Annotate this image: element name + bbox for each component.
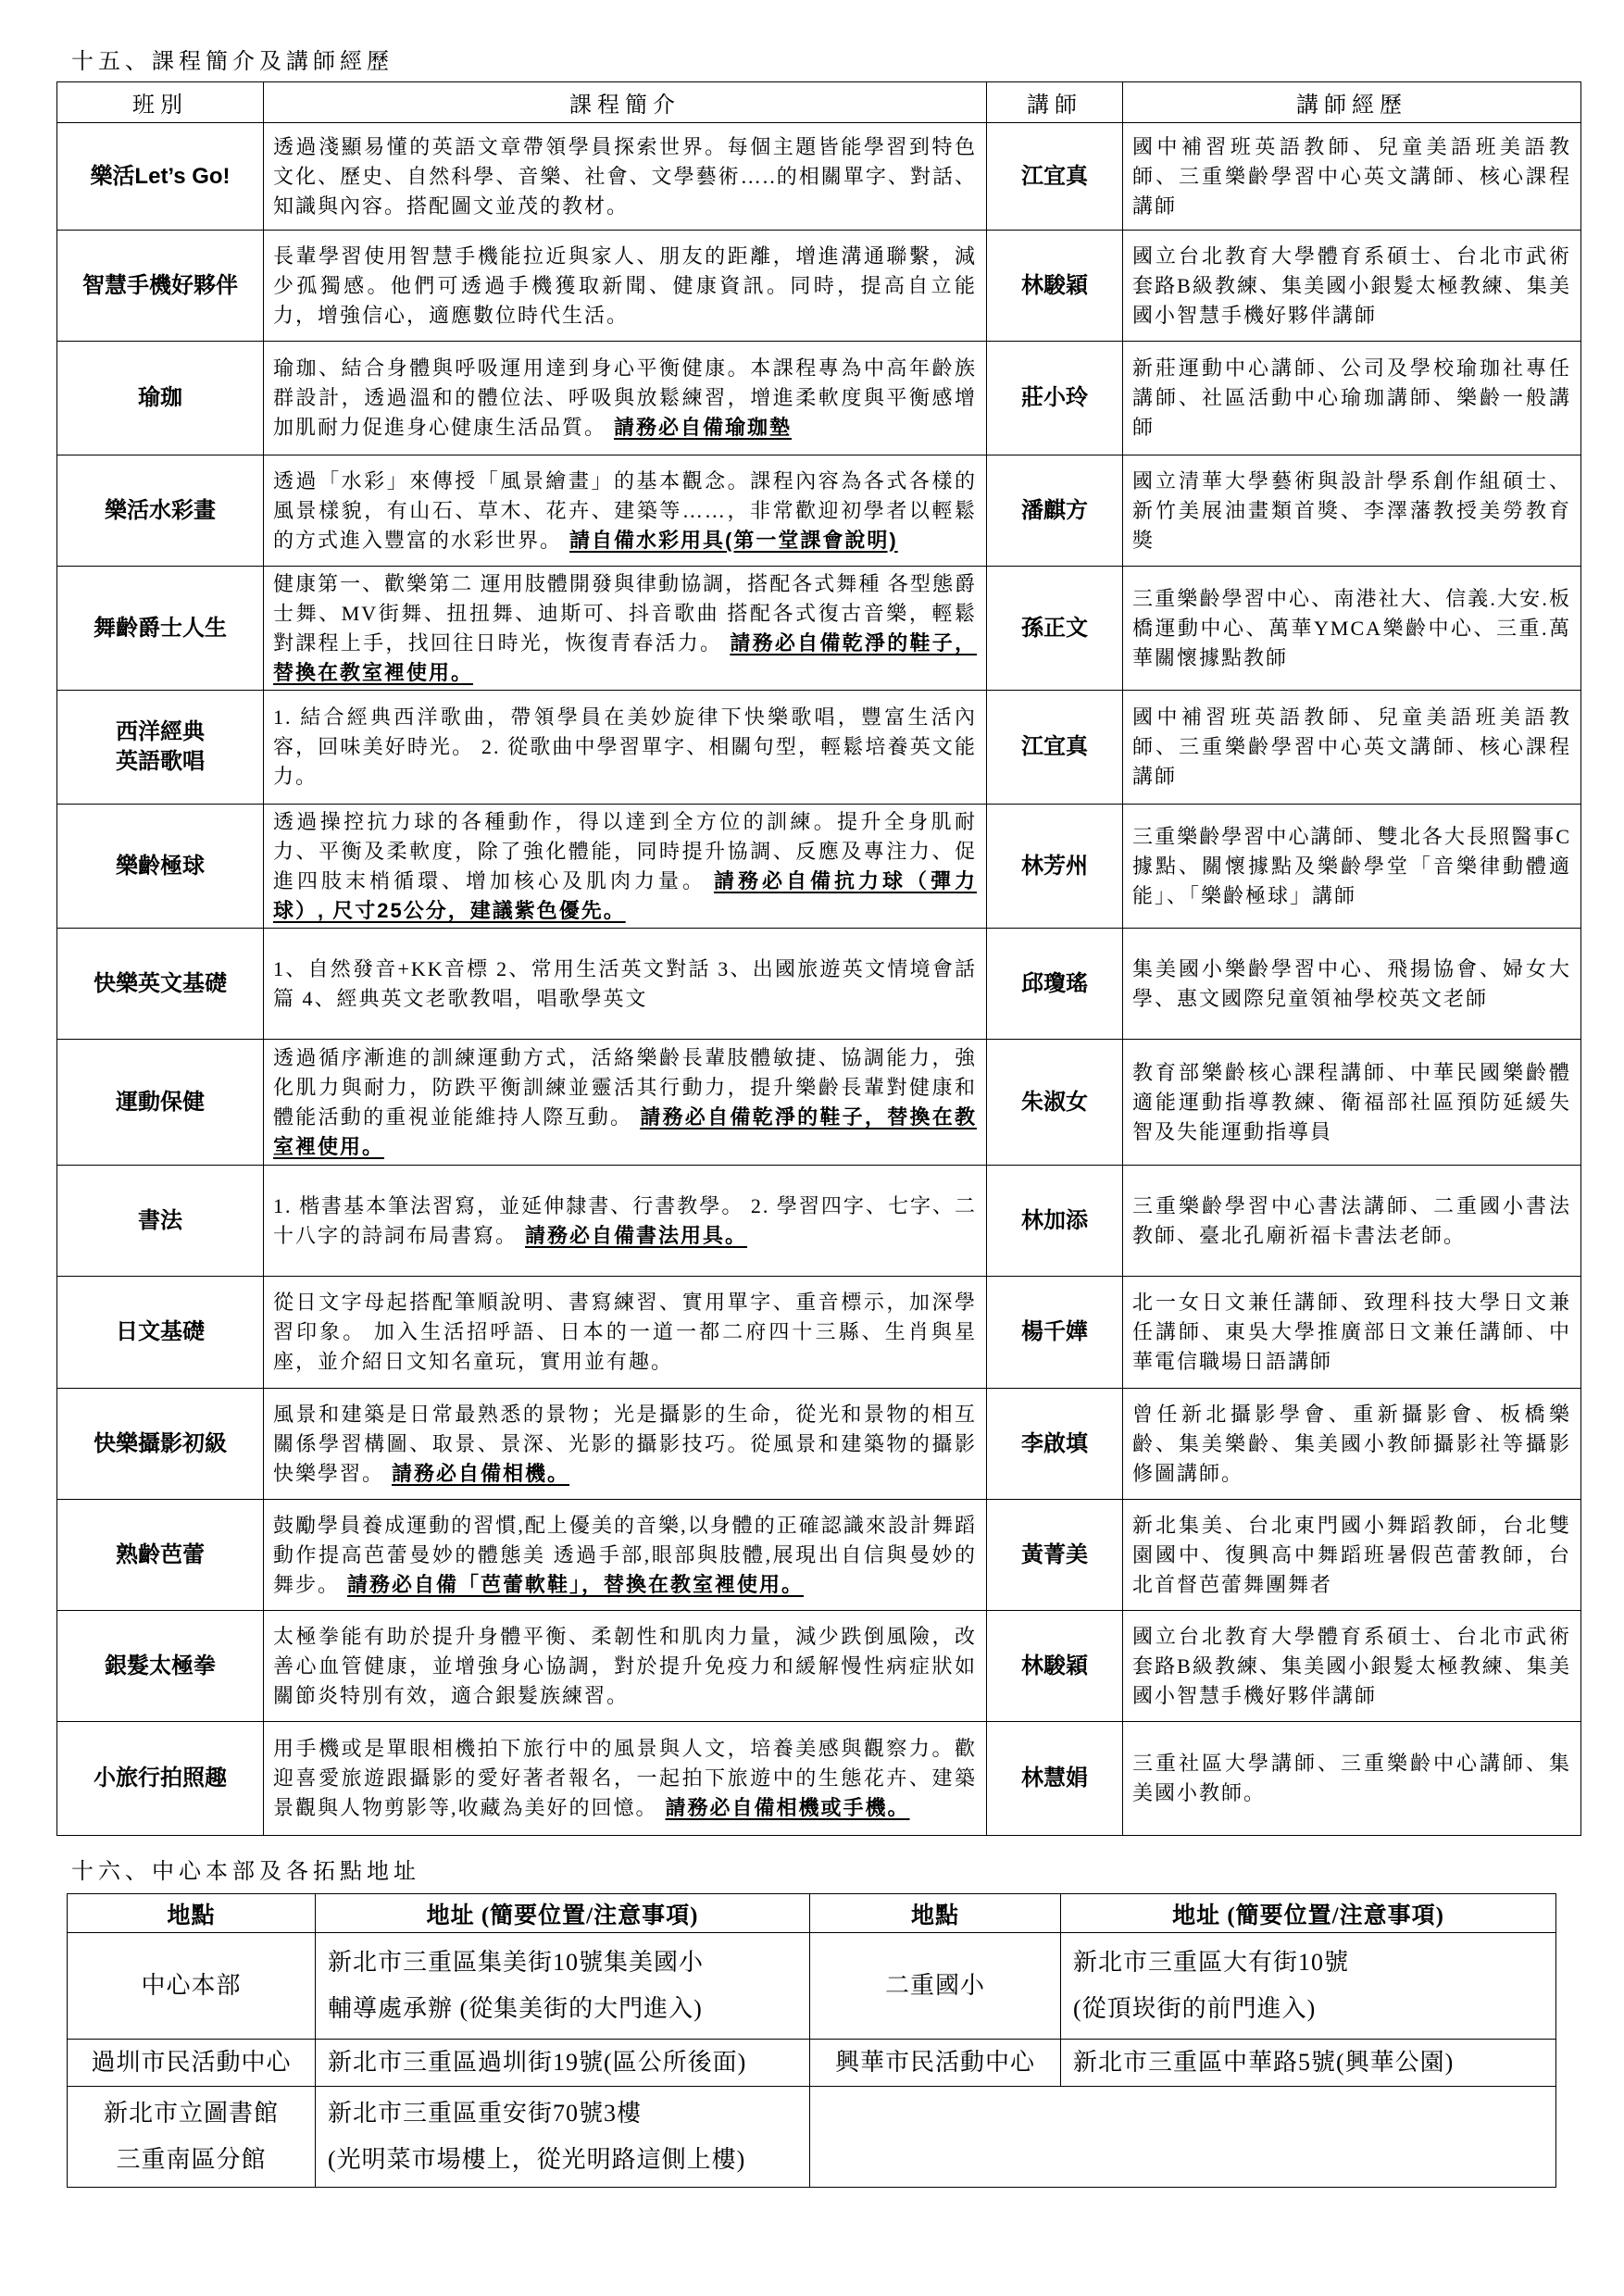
course-class-name: 智慧手機好夥伴 [57, 231, 264, 342]
site-row [68, 2040, 1556, 2087]
course-row [57, 123, 1581, 231]
site-address: 新北市三重區過圳街19號(區公所後面) [316, 2040, 810, 2087]
required-items-note: 請務必自備「芭蕾軟鞋」，替換在教室裡使用。 [347, 1572, 805, 1596]
course-class-name: 瑜珈 [57, 342, 264, 455]
teacher-name: 黃菁美 [987, 1500, 1123, 1611]
teacher-experience: 北一女日文兼任講師、致理科技大學日文兼任講師、東吳大學推廣部日文兼任講師、中華電信職場日語講師 [1123, 1277, 1581, 1389]
empty-cell [810, 2087, 1556, 2188]
header-address: 地址 (簡要位置/注意事項) [316, 1894, 810, 1933]
teacher-experience: 國立清華大學藝術與設計學系創作組碩士、新竹美展油畫類首獎、李澤藩教授美勞教育獎 [1123, 455, 1581, 567]
teacher-name: 江宜真 [987, 691, 1123, 805]
course-row [57, 805, 1581, 929]
teacher-experience: 新北集美、台北東門國小舞蹈教師，台北雙園國中、復興高中舞蹈班暑假芭蕾教師，台北首督芭蕾舞團舞者 [1123, 1500, 1581, 1611]
teacher-name: 邱瓊瑤 [987, 929, 1123, 1040]
course-description-text: 透過「水彩」來傳授「風景繪畫」的基本觀念。課程內容為各式各樣的風景樣貌，有山石、草木、花卉、建築等……，非常歡迎初學者以輕鬆的方式進入豐富的水彩世界。 [273, 468, 977, 552]
teacher-experience: 國中補習班英語教師、兒童美語班美語教師、三重樂齡學習中心英文講師、核心課程講師 [1123, 123, 1581, 231]
site-name: 過圳市民活動中心 [68, 2040, 316, 2087]
teacher-name: 林駿穎 [987, 231, 1123, 342]
course-row [57, 691, 1581, 805]
required-items-note: 請務必自備乾淨的鞋子，替換在教室裡使用。 [273, 630, 977, 684]
course-description [264, 1277, 987, 1389]
course-description [264, 1166, 987, 1277]
teacher-name: 林加添 [987, 1166, 1123, 1277]
course-description [264, 342, 987, 455]
course-description [264, 1722, 987, 1836]
course-description-text: 瑜珈、結合身體與呼吸運用達到身心平衡健康。本課程專為中高年齡族群設計，透過溫和的體位法、呼吸與放鬆練習，增進柔軟度與平衡感增加肌耐力促進身心健康生活品質。 [273, 356, 977, 439]
site-name: 新北市立圖書館 三重南區分館 [68, 2087, 316, 2188]
section-title-addresses: 十六、中心本部及各拓點地址 [71, 1860, 420, 1884]
required-items-note: 請務必自備相機或手機。 [665, 1796, 910, 1819]
course-row [57, 1500, 1581, 1611]
course-class-name: 熟齡芭蕾 [57, 1500, 264, 1611]
course-row [57, 1389, 1581, 1500]
header-teacher: 講師 [987, 82, 1123, 123]
course-row [57, 1166, 1581, 1277]
course-description [264, 123, 987, 231]
header-location: 地點 [68, 1894, 316, 1933]
course-row [57, 567, 1581, 691]
course-description-text: 透過淺顯易懂的英語文章帶領學員探索世界。每個主題皆能學習到特色文化、歷史、自然科學、音樂、社會、文學藝術…..的相關單字、對話、知識與內容。搭配圖文並茂的教材。 [273, 134, 977, 218]
course-description [264, 231, 987, 342]
site-name: 興華市民活動中心 [810, 2040, 1061, 2087]
course-description-text: 從日文字母起搭配筆順說明、書寫練習、實用單字、重音標示，加深學習印象。 加入生活招呼語、日本的一道一都二府四十三縣、生肖與星座，並介紹日文知名童玩，實用並有趣。 [273, 1291, 977, 1373]
site-row [68, 1933, 1556, 2040]
course-description [264, 1389, 987, 1500]
teacher-experience: 國立台北教育大學體育系碩士、台北市武術套路B級教練、集美國小銀髮太極教練、集美國小智慧手機好夥伴講師 [1123, 1611, 1581, 1722]
course-class-name: 樂齡極球 [57, 805, 264, 929]
course-table-header [57, 82, 1581, 123]
teacher-name: 李啟填 [987, 1389, 1123, 1500]
teacher-name: 朱淑女 [987, 1040, 1123, 1166]
course-class-name: 日文基礎 [57, 1277, 264, 1389]
teacher-experience: 三重樂齡學習中心講師、雙北各大長照醫事C據點、關懷據點及樂齡學堂「音樂律動體適能」、「樂齡極球」講師 [1123, 805, 1581, 929]
course-description [264, 929, 987, 1040]
course-description [264, 455, 987, 567]
course-row [57, 1722, 1581, 1836]
course-class-name: 快樂攝影初級 [57, 1389, 264, 1500]
course-description [264, 1500, 987, 1611]
header-class: 班別 [57, 82, 264, 123]
course-table [56, 81, 1581, 1836]
site-name: 中心本部 [68, 1933, 316, 2040]
teacher-name: 楊千嬅 [987, 1277, 1123, 1389]
teacher-name: 潘麒方 [987, 455, 1123, 567]
course-description-text: 健康第一、歡樂第二 運用肢體開發與律動協調，搭配各式舞種 各型態爵士舞、MV街舞、扭扭舞、迪斯可、抖音歌曲 搭配各式復古音樂，輕鬆對課程上手，找回往日時光，恢復青春活力。 [273, 571, 977, 655]
header-address: 地址 (簡要位置/注意事項) [1061, 1894, 1556, 1933]
course-description [264, 1611, 987, 1722]
section-title-courses: 十五、課程簡介及講師經歷 [71, 50, 394, 74]
site-address-table [67, 1893, 1556, 2188]
teacher-name: 林駿穎 [987, 1611, 1123, 1722]
required-items-note: 請自備水彩用具(第一堂課會說明) [569, 528, 898, 552]
teacher-experience: 曾任新北攝影學會、重新攝影會、板橋樂齡、集美樂齡、集美國小教師攝影社等攝影修圖講師。 [1123, 1389, 1581, 1500]
course-class-name: 書法 [57, 1166, 264, 1277]
required-items-note: 請務必自備抗力球（彈力球）, 尺寸25公分，建議紫色優先。 [273, 868, 977, 922]
course-rows [57, 123, 1581, 1836]
site-table-header [68, 1894, 1556, 1933]
course-description-text: 鼓勵學員養成運動的習慣,配上優美的音樂,以身體的正確認識來設計舞蹈動作提高芭蕾曼妙的體態美 透過手部,眼部與肢體,展現出自信與曼妙的舞步。 [273, 1513, 977, 1596]
site-address: 新北市三重區中華路5號(興華公園) [1061, 2040, 1556, 2087]
header-location: 地點 [810, 1894, 1061, 1933]
course-class-name: 小旅行拍照趣 [57, 1722, 264, 1836]
course-description-text: 用手機或是單眼相機拍下旅行中的風景與人文，培養美感與觀察力。歡迎喜愛旅遊跟攝影的愛好著者報名，一起拍下旅遊中的生態花卉、建築景觀與人物剪影等,收藏為美好的回憶。 [273, 1737, 977, 1819]
teacher-name: 林慧娟 [987, 1722, 1123, 1836]
course-description-text: 風景和建築是日常最熟悉的景物；光是攝影的生命，從光和景物的相互關係學習構圖、取景、景深、光影的攝影技巧。從風景和建築物的攝影快樂學習。 [273, 1402, 977, 1485]
teacher-experience: 集美國小樂齡學習中心、飛揚協會、婦女大學、惠文國際兒童領袖學校英文老師 [1123, 929, 1581, 1040]
site-address: 新北市三重區大有街10號 (從頂崁街的前門進入) [1061, 1933, 1556, 2040]
teacher-experience: 教育部樂齡核心課程講師、中華民國樂齡體適能運動指導教練、衛福部社區預防延緩失智及失能運動指導員 [1123, 1040, 1581, 1166]
teacher-name: 孫正文 [987, 567, 1123, 691]
course-description-text: 1、自然發音+KK音標 2、常用生活英文對話 3、出國旅遊英文情境會話篇 4、經典英文老歌教唱，唱歌學英文 [273, 956, 977, 1010]
site-address: 新北市三重區集美街10號集美國小 輔導處承辦 (從集美街的大門進入) [316, 1933, 810, 2040]
required-items-note: 請務必自備相機。 [392, 1461, 570, 1485]
teacher-experience: 三重樂齡學習中心書法講師、二重國小書法教師、臺北孔廟祈福卡書法老師。 [1123, 1166, 1581, 1277]
course-row [57, 231, 1581, 342]
teacher-name: 江宜真 [987, 123, 1123, 231]
teacher-experience: 國中補習班英語教師、兒童美語班美語教師、三重樂齡學習中心英文講師、核心課程講師 [1123, 691, 1581, 805]
course-row [57, 455, 1581, 567]
course-class-name: 樂活水彩畫 [57, 455, 264, 567]
required-items-note: 請務必自備乾淨的鞋子，替換在教室裡使用。 [273, 1104, 977, 1158]
site-row [68, 2087, 1556, 2188]
course-class-name: 銀髮太極拳 [57, 1611, 264, 1722]
course-class-name: 樂活Let’s Go! [57, 123, 264, 231]
header-description: 課程簡介 [264, 82, 987, 123]
course-row [57, 1277, 1581, 1389]
course-class-name: 西洋經典 英語歌唱 [57, 691, 264, 805]
course-description [264, 691, 987, 805]
teacher-experience: 國立台北教育大學體育系碩士、台北市武術套路B級教練、集美國小銀髮太極教練、集美國小智慧手機好夥伴講師 [1123, 231, 1581, 342]
course-row [57, 1611, 1581, 1722]
course-description-text: 太極拳能有助於提升身體平衡、柔韌性和肌肉力量，減少跌倒風險，改善心血管健康，並增強身心協調，對於提升免疫力和緩解慢性病症狀如關節炎特別有效，適合銀髮族練習。 [273, 1624, 977, 1707]
course-class-name: 快樂英文基礎 [57, 929, 264, 1040]
site-name: 二重國小 [810, 1933, 1061, 2040]
teacher-experience: 三重社區大學講師、三重樂齡中心講師、集美國小教師。 [1123, 1722, 1581, 1836]
course-description-text: 透過操控抗力球的各種動作，得以達到全方位的訓練。提升全身肌耐力、平衡及柔軟度，除了強化體能，同時提升協調、反應及專注力、促進四肢末梢循環、增加核心及肌肉力量。 [273, 809, 977, 892]
course-description [264, 567, 987, 691]
course-description-text: 1. 結合經典西洋歌曲，帶領學員在美妙旋律下快樂歌唱，豐富生活內容，回味美好時光。 2. 從歌曲中學習單字、相關句型，輕鬆培養英文能力。 [273, 705, 977, 788]
teacher-name: 林芳州 [987, 805, 1123, 929]
course-row [57, 929, 1581, 1040]
course-class-name: 運動保健 [57, 1040, 264, 1166]
course-class-name: 舞齡爵士人生 [57, 567, 264, 691]
course-description-text: 透過循序漸進的訓練運動方式，活絡樂齡長輩肢體敏捷、協調能力，強化肌力與耐力，防跌平衡訓練並靈活其行動力，提升樂齡長輩對健康和體能活動的重視並能維持人際互動。 [273, 1045, 977, 1129]
course-description-text: 1. 楷書基本筆法習寫，並延伸隸書、行書教學。 2. 學習四字、七字、二十八字的詩詞布局書寫。 [273, 1193, 977, 1247]
course-row [57, 1040, 1581, 1166]
header-experience: 講師經歷 [1123, 82, 1581, 123]
site-address: 新北市三重區重安街70號3樓 (光明菜市場樓上，從光明路這側上樓) [316, 2087, 810, 2188]
teacher-name: 莊小玲 [987, 342, 1123, 455]
required-items-note: 請務必自備書法用具。 [525, 1223, 748, 1247]
required-items-note: 請務必自備瑜珈墊 [614, 416, 793, 439]
course-description [264, 805, 987, 929]
teacher-experience: 新莊運動中心講師、公司及學校瑜珈社專任講師、社區活動中心瑜珈講師、樂齡一般講師 [1123, 342, 1581, 455]
course-description-text: 長輩學習使用智慧手機能拉近與家人、朋友的距離，增進溝通聯繫，減少孤獨感。他們可透過手機獲取新聞、健康資訊。同時，提高自立能力，增強信心，適應數位時代生活。 [273, 243, 977, 327]
course-row [57, 342, 1581, 455]
teacher-experience: 三重樂齡學習中心、南港社大、信義.大安.板橋運動中心、萬華YMCA樂齡中心、三重.萬華關懷據點教師 [1123, 567, 1581, 691]
course-description [264, 1040, 987, 1166]
